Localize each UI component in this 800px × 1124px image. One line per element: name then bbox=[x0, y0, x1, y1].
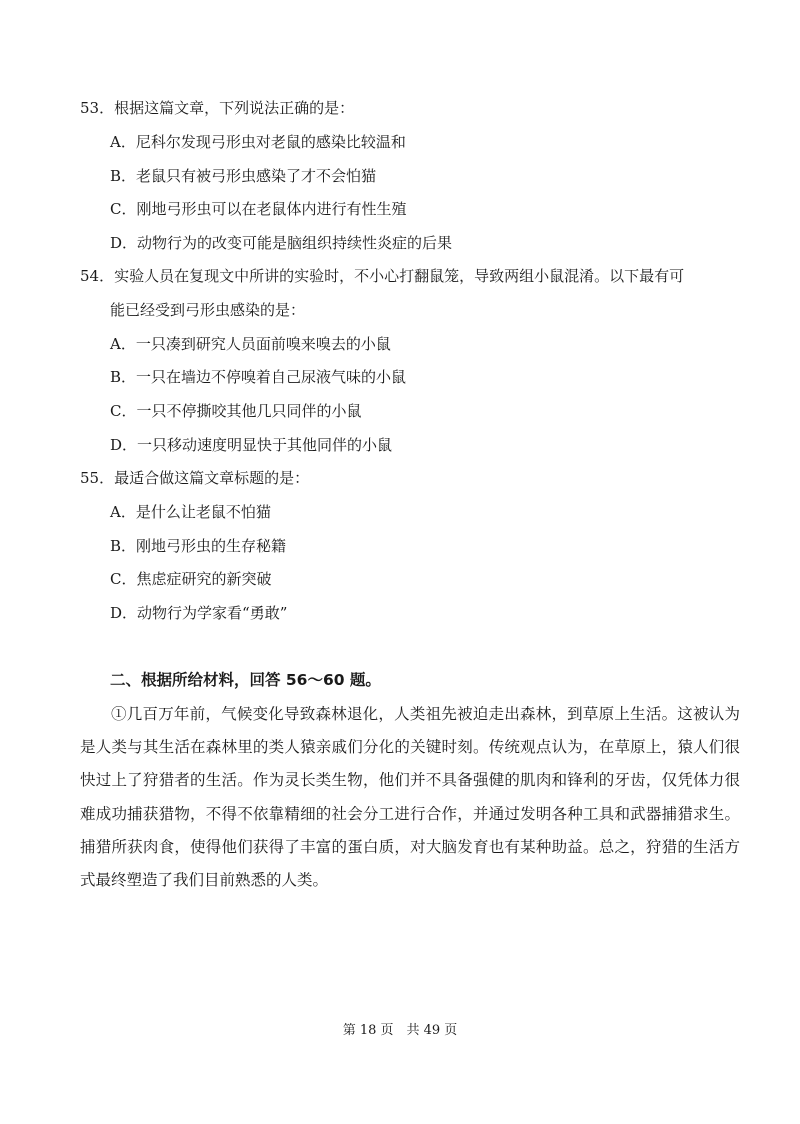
question-54-option-d: D．一只移动速度明显快于其他同伴的小鼠 bbox=[110, 436, 393, 454]
question-54-option-a: A．一只凑到研究人员面前嗅来嗅去的小鼠 bbox=[110, 335, 391, 353]
question-53-stem: 53．根据这篇文章，下列说法正确的是： bbox=[80, 99, 355, 117]
page-footer: 第 18 页 共 49 页 bbox=[342, 1023, 458, 1038]
question-55-option-b: B．刚地弓形虫的生存秘籍 bbox=[110, 537, 287, 555]
question-53-option-b: B．老鼠只有被弓形虫感染了才不会怕猫 bbox=[110, 167, 377, 185]
question-53-option-a: A．尼科尔发现弓形虫对老鼠的感染比较温和 bbox=[110, 133, 406, 151]
question-55-option-c: C．焦虑症研究的新突破 bbox=[110, 570, 272, 588]
question-53-option-d: D．动物行为的改变可能是脑组织持续性炎症的后果 bbox=[110, 234, 453, 252]
question-53-option-c: C．刚地弓形虫可以在老鼠体内进行有性生殖 bbox=[110, 200, 407, 218]
question-55-option-d: D．动物行为学家看“勇敢” bbox=[110, 604, 288, 622]
question-54-option-c: C．一只不停撕咬其他几只同伴的小鼠 bbox=[110, 402, 362, 420]
question-54-option-b: B．一只在墙边不停嗅着自己尿液气味的小鼠 bbox=[110, 368, 407, 386]
question-54-stem-continued: 能已经受到弓形虫感染的是： bbox=[110, 301, 306, 319]
question-55-option-a: A．是什么让老鼠不怕猫 bbox=[110, 503, 271, 521]
section-paragraph: ①几百万年前，气候变化导致森林退化，人类祖先被迫走出森林，到草原上生活。这被认为是人类与其生活在森林里的类人猿亲戚们分化的关键时刻。传统观点认为，在草原上，猿人们很快过上了狩猎者的生活。作为灵长类生物，他们并不具备强健的肌肉和锋利的牙齿，仅凭体力很难成功捕获猎物，不得不依靠精细的社会分工进行合作，并通过发明各种工具和武器捕猎求生。捕猎所获肉食，使得他们获得了丰富的蛋白质，对大脑发育也有某种助益。总之，狩猎的生活方式最终塑造了我们目前熟悉的人类。 bbox=[80, 705, 740, 890]
section-title: 二、根据所给材料，回答 56～60 题。 bbox=[110, 671, 381, 689]
question-54-stem: 54．实验人员在复现文中所讲的实验时，不小心打翻鼠笼，导致两组小鼠混淆。以下最有可 bbox=[80, 267, 685, 285]
question-55-stem: 55．最适合做这篇文章标题的是： bbox=[80, 469, 310, 487]
